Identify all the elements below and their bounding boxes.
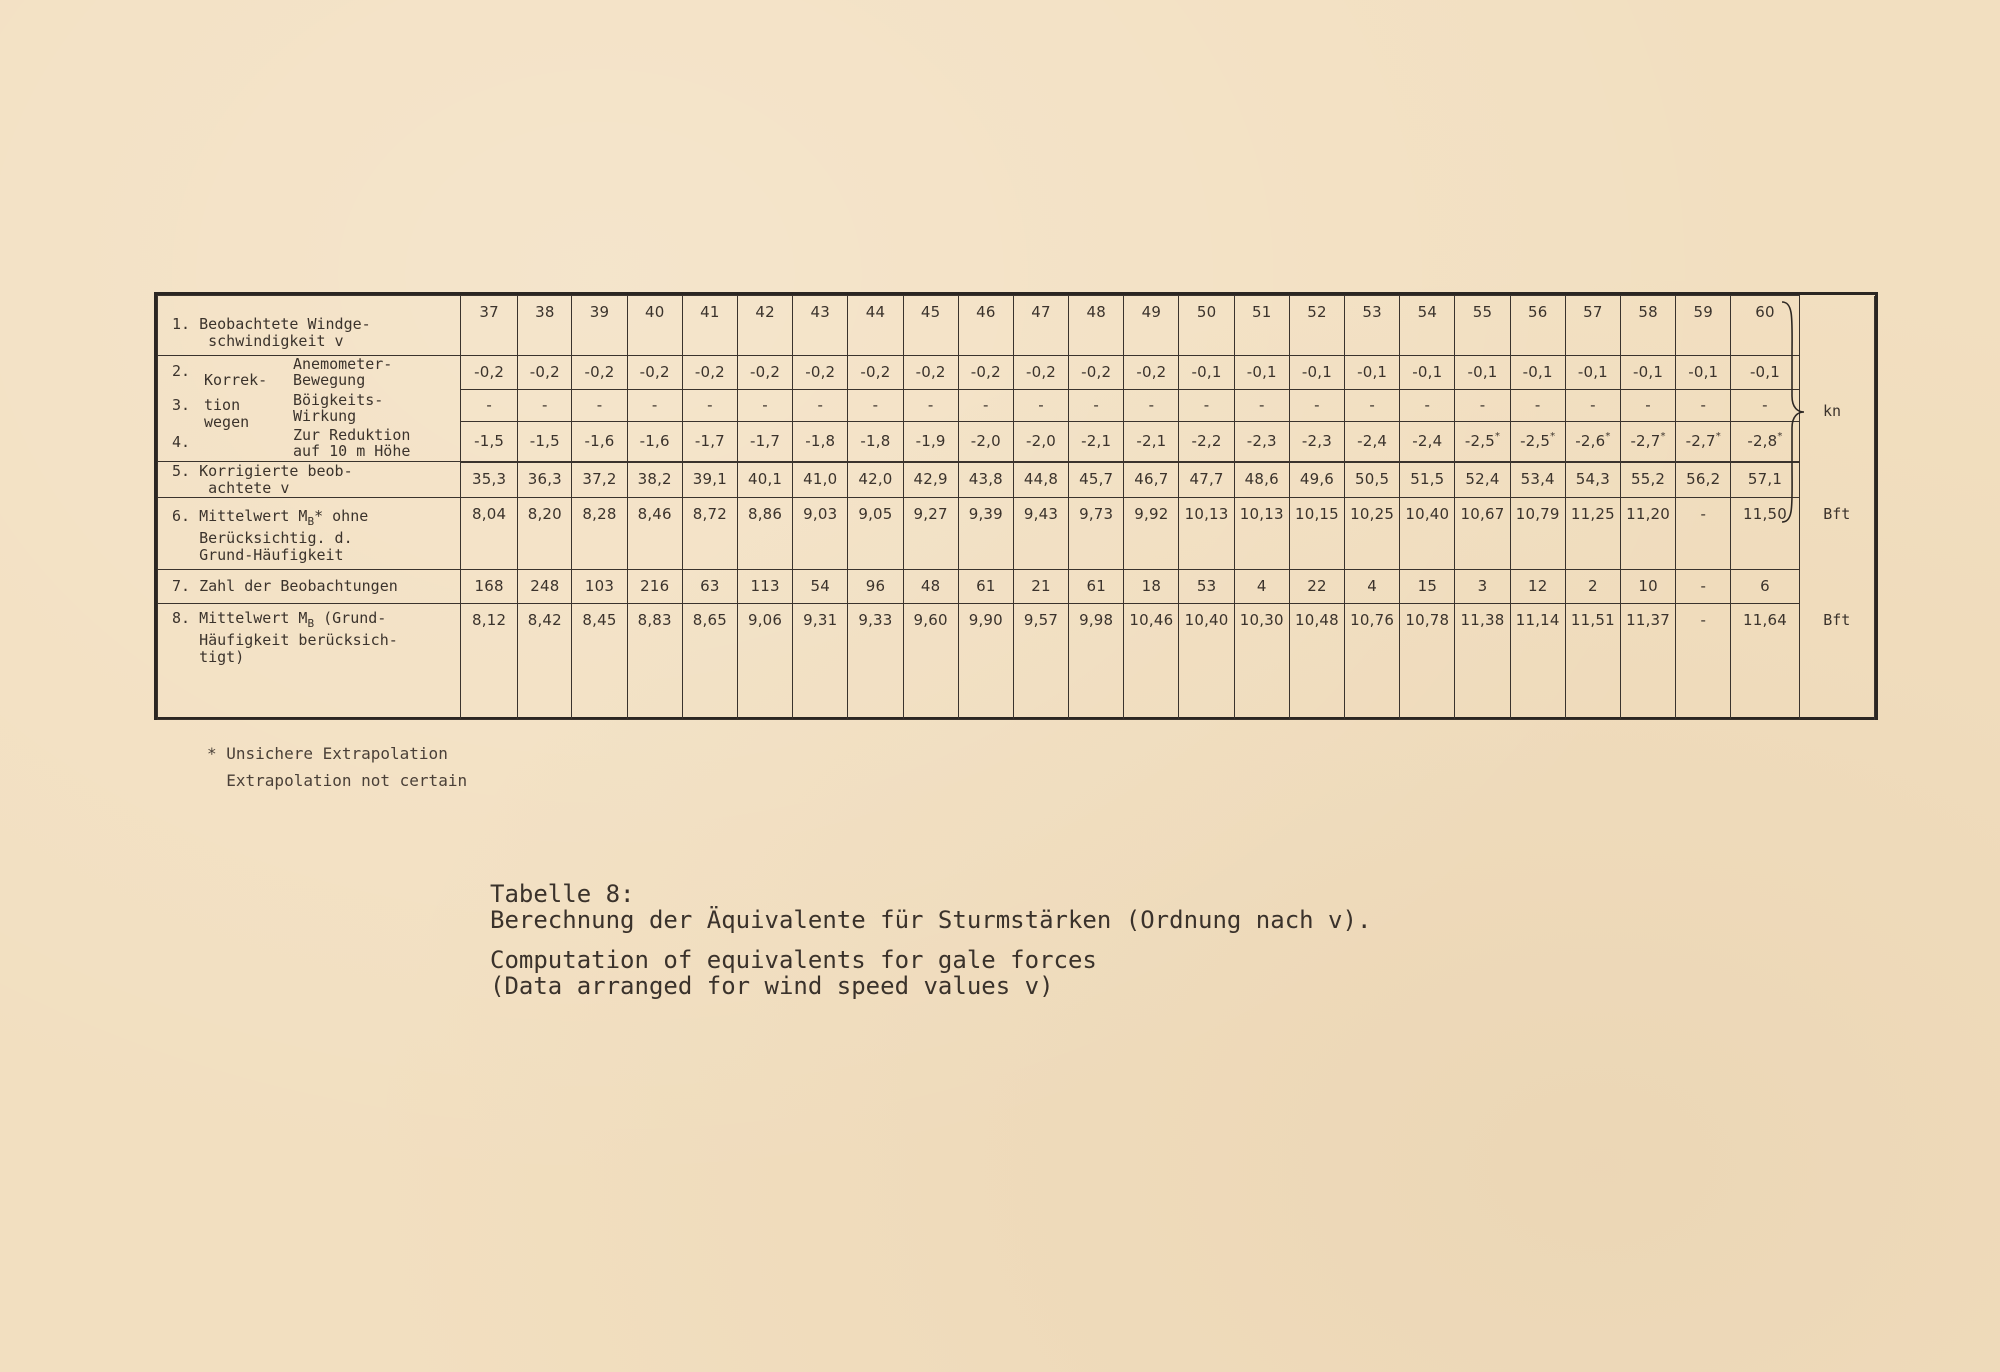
height-reduction-cell: -2,2 [1179, 422, 1234, 462]
corrected-speed-cell: 35,3 [461, 462, 518, 498]
observation-count-cell: 61 [1069, 570, 1124, 604]
mean-without-frequency-cell: 10,67 [1455, 498, 1510, 570]
corrected-speed-cell: 55,2 [1620, 462, 1675, 498]
mean-without-frequency-cell: 8,72 [682, 498, 737, 570]
equivalents-table [154, 292, 1878, 720]
observed-speed-cell: 43 [793, 296, 848, 356]
row-number-4: 4. [172, 433, 191, 451]
mean-with-frequency-cell: 8,83 [627, 604, 682, 720]
anemometer-correction-cell: -0,2 [627, 356, 682, 390]
anemometer-label: Anemometer- [293, 355, 393, 373]
corrected-speed-cell: 47,7 [1179, 462, 1234, 498]
observation-count-cell: 21 [1013, 570, 1068, 604]
observed-speed-cell: 37 [461, 296, 518, 356]
observation-count-cell: 6 [1731, 570, 1799, 604]
data-grid [157, 295, 1875, 720]
mean-with-frequency-cell: 8,45 [572, 604, 627, 720]
mean-without-frequency-cell: 9,43 [1013, 498, 1068, 570]
height-reduction-cell: -1,8 [848, 422, 903, 462]
gust-effect-cell: - [572, 390, 627, 422]
observation-count-cell: 103 [572, 570, 627, 604]
gust-effect-cell: - [1179, 390, 1234, 422]
corrected-speed-cell: 42,0 [848, 462, 903, 498]
uncertain-star-mark: * [1715, 430, 1721, 442]
height-reduction-cell: -2,0 [1013, 422, 1068, 462]
footnote-en: Extrapolation not certain [207, 771, 468, 790]
zur-reduktion-label: Zur Reduktion [293, 426, 411, 444]
mean-without-frequency-cell: 8,04 [461, 498, 518, 570]
uncertain-star-mark: * [1605, 430, 1611, 442]
observation-count-cell: 2 [1565, 570, 1620, 604]
observation-count-cell: 54 [793, 570, 848, 604]
height-reduction-cell: -2,7* [1620, 422, 1675, 462]
anemometer-correction-cell: -0,2 [737, 356, 792, 390]
row-label-mean-with-frequency: 8. Mittelwert $M_B$ (Grund- Häufigkeit berücksich- tigt) [158, 604, 461, 720]
observation-count-cell: 10 [1620, 570, 1675, 604]
observation-count-cell: 61 [958, 570, 1013, 604]
anemometer-correction-cell: -0,2 [1124, 356, 1179, 390]
mean-with-frequency-cell: 10,48 [1289, 604, 1344, 720]
mean-with-frequency-cell: 9,60 [903, 604, 958, 720]
height-reduction-cell: -1,7 [682, 422, 737, 462]
korrek-label: Korrek- [204, 371, 268, 389]
mean-with-frequency-cell: 9,31 [793, 604, 848, 720]
observed-speed-cell: 41 [682, 296, 737, 356]
unit-knots-label: kn [1823, 402, 1842, 420]
observation-count-cell: 48 [903, 570, 958, 604]
corrected-speed-cell: 45,7 [1069, 462, 1124, 498]
anemometer-correction-cell: -0,2 [572, 356, 627, 390]
gust-effect-cell: - [627, 390, 682, 422]
observation-count-cell: 3 [1455, 570, 1510, 604]
height-reduction-cell: -2,4 [1345, 422, 1400, 462]
observation-count-cell: 96 [848, 570, 903, 604]
height-reduction-cell: -1,7 [737, 422, 792, 462]
height-reduction-cell: -2,6* [1565, 422, 1620, 462]
gust-effect-cell: - [1400, 390, 1455, 422]
gust-effect-cell: - [1510, 390, 1565, 422]
wirkung-label: Wirkung [293, 407, 357, 425]
caption-english-2: (Data arranged for wind speed values v) [490, 972, 1054, 1000]
mean-without-frequency-cell: 9,03 [793, 498, 848, 570]
anemometer-correction-cell: -0,2 [903, 356, 958, 390]
mean-without-frequency-cell: 10,15 [1289, 498, 1344, 570]
corrected-speed-cell: 43,8 [958, 462, 1013, 498]
mean-without-frequency-cell: 11,50 [1731, 498, 1799, 570]
gust-effect-cell: - [461, 390, 518, 422]
mean-with-frequency-cell: 10,46 [1124, 604, 1179, 720]
height-reduction-cell: -2,0 [958, 422, 1013, 462]
mean-without-frequency-cell: 9,05 [848, 498, 903, 570]
corrected-speed-cell: 48,6 [1234, 462, 1289, 498]
observed-speed-cell: 44 [848, 296, 903, 356]
height-reduction-cell: -2,4 [1400, 422, 1455, 462]
corrected-speed-cell: 51,5 [1400, 462, 1455, 498]
corrected-speed-cell: 56,2 [1676, 462, 1731, 498]
observed-speed-cell: 38 [518, 296, 572, 356]
corrected-speed-cell: 38,2 [627, 462, 682, 498]
observed-speed-cell: 52 [1289, 296, 1344, 356]
anemometer-correction-cell: -0,1 [1731, 356, 1799, 390]
height-reduction-cell: -1,6 [572, 422, 627, 462]
mean-without-frequency-cell: 8,86 [737, 498, 792, 570]
anemometer-correction-cell: -0,1 [1289, 356, 1344, 390]
mean-with-frequency-cell: 9,06 [737, 604, 792, 720]
observed-speed-cell: 46 [958, 296, 1013, 356]
anemometer-correction-cell: -0,2 [461, 356, 518, 390]
height-reduction-cell: -2,3 [1234, 422, 1289, 462]
observed-speed-cell: 56 [1510, 296, 1565, 356]
observed-speed-cell: 48 [1069, 296, 1124, 356]
caption-english-1: Computation of equivalents for gale forces [490, 946, 1097, 974]
uncertain-star-mark: * [1494, 430, 1501, 442]
observed-speed-cell: 49 [1124, 296, 1179, 356]
gust-effect-cell: - [682, 390, 737, 422]
observed-speed-cell: 57 [1565, 296, 1620, 356]
mean-with-frequency-cell: - [1676, 604, 1731, 720]
anemometer-correction-cell: -0,1 [1565, 356, 1620, 390]
corrected-speed-cell: 42,9 [903, 462, 958, 498]
height-reduction-cell: -2,7* [1676, 422, 1731, 462]
anemometer-correction-cell: -0,2 [1069, 356, 1124, 390]
mean-with-frequency-cell: 10,40 [1179, 604, 1234, 720]
mean-with-frequency-cell: 9,98 [1069, 604, 1124, 720]
corrected-speed-cell: 46,7 [1124, 462, 1179, 498]
caption-german: Berechnung der Äquivalente für Sturmstärken (Ordnung nach v). [490, 906, 1372, 934]
observed-speed-cell: 55 [1455, 296, 1510, 356]
observation-count-cell: 53 [1179, 570, 1234, 604]
row-label-corrected-speed: 5. Korrigierte beob- achtete v [158, 462, 461, 498]
height-reduction-cell: -2,8* [1731, 422, 1799, 462]
mean-without-frequency-cell: 10,79 [1510, 498, 1565, 570]
observation-count-cell: 15 [1400, 570, 1455, 604]
anemometer-correction-cell: -0,1 [1676, 356, 1731, 390]
mean-with-frequency-cell: 9,57 [1013, 604, 1068, 720]
mean-without-frequency-cell: 10,25 [1345, 498, 1400, 570]
gust-effect-cell: - [1013, 390, 1068, 422]
mean-without-frequency-cell: 8,28 [572, 498, 627, 570]
row-label-observation-count: 7. Zahl der Beobachtungen [158, 570, 461, 604]
mean-with-frequency-cell: 11,38 [1455, 604, 1510, 720]
bewegung-label: Bewegung [293, 371, 366, 389]
gust-effect-cell: - [903, 390, 958, 422]
observed-speed-cell: 53 [1345, 296, 1400, 356]
uncertain-star-mark: * [1550, 430, 1556, 442]
boigkeits-label: Böigkeits- [293, 391, 384, 409]
observed-speed-cell: 47 [1013, 296, 1068, 356]
mean-with-frequency-cell: 10,30 [1234, 604, 1289, 720]
footnote-de: * Unsichere Extrapolation [207, 744, 448, 763]
height-reduction-cell: -1,9 [903, 422, 958, 462]
mean-without-frequency-cell: 9,39 [958, 498, 1013, 570]
gust-effect-cell: - [1455, 390, 1510, 422]
mean-with-frequency-cell: 9,90 [958, 604, 1013, 720]
height-reduction-cell: -2,5* [1455, 422, 1510, 462]
mean-without-frequency-cell: 9,27 [903, 498, 958, 570]
observed-speed-cell: 51 [1234, 296, 1289, 356]
anemometer-correction-cell: -0,1 [1234, 356, 1289, 390]
unit-cell-bft: Bft [1799, 498, 1874, 570]
anemometer-correction-cell: -0,2 [848, 356, 903, 390]
observation-count-cell: 22 [1289, 570, 1344, 604]
auf-10m-label: auf 10 m Höhe [293, 442, 411, 460]
uncertain-star-mark: * [1777, 430, 1783, 442]
caption-title: Tabelle 8: [490, 880, 635, 908]
corrected-speed-cell: 40,1 [737, 462, 792, 498]
height-reduction-cell: -2,3 [1289, 422, 1344, 462]
observed-speed-cell: 45 [903, 296, 958, 356]
corrected-speed-cell: 39,1 [682, 462, 737, 498]
corrected-speed-cell: 54,3 [1565, 462, 1620, 498]
row-number-3: 3. [172, 396, 191, 414]
mean-without-frequency-cell: - [1676, 498, 1731, 570]
height-reduction-cell: -2,1 [1069, 422, 1124, 462]
mean-with-frequency-cell: 10,76 [1345, 604, 1400, 720]
observation-count-cell: 248 [518, 570, 572, 604]
row-observed-wind-speed [158, 296, 1875, 356]
mean-with-frequency-cell: 9,33 [848, 604, 903, 720]
gust-effect-cell: - [1069, 390, 1124, 422]
observed-speed-cell: 39 [572, 296, 627, 356]
observed-speed-cell: 60 [1731, 296, 1799, 356]
corrected-speed-cell: 57,1 [1731, 462, 1799, 498]
row-mean-without-frequency [158, 498, 1875, 570]
gust-effect-cell: - [518, 390, 572, 422]
corrected-speed-cell: 53,4 [1510, 462, 1565, 498]
mean-without-frequency-cell: 11,25 [1565, 498, 1620, 570]
observed-speed-cell: 50 [1179, 296, 1234, 356]
mean-without-frequency-cell: 10,13 [1179, 498, 1234, 570]
observed-speed-cell: 59 [1676, 296, 1731, 356]
mean-without-frequency-cell: 11,20 [1620, 498, 1675, 570]
observed-speed-cell: 58 [1620, 296, 1675, 356]
gust-effect-cell: - [1676, 390, 1731, 422]
observed-speed-cell: 42 [737, 296, 792, 356]
mean-with-frequency-cell: 8,12 [461, 604, 518, 720]
right-brace-icon [1780, 300, 1806, 524]
anemometer-correction-cell: -0,1 [1345, 356, 1400, 390]
uncertain-star-mark: * [1660, 430, 1666, 442]
corrected-speed-cell: 49,6 [1289, 462, 1344, 498]
row-number-2: 2. [172, 362, 191, 380]
observation-count-cell: - [1676, 570, 1731, 604]
footnote [207, 740, 467, 794]
mean-with-frequency-cell: 8,42 [518, 604, 572, 720]
row-label-observed-wind-speed: 1. Beobachtete Windge- schwindigkeit v [158, 296, 461, 356]
row-mean-with-frequency [158, 604, 1875, 720]
mean-without-frequency-cell: 9,73 [1069, 498, 1124, 570]
table-caption [490, 881, 1371, 999]
anemometer-correction-cell: -0,1 [1510, 356, 1565, 390]
height-reduction-cell: -1,6 [627, 422, 682, 462]
mean-without-frequency-cell: 10,40 [1400, 498, 1455, 570]
gust-effect-cell: - [958, 390, 1013, 422]
gust-effect-cell: - [1731, 390, 1799, 422]
gust-effect-cell: - [793, 390, 848, 422]
corrected-speed-cell: 36,3 [518, 462, 572, 498]
gust-effect-cell: - [1124, 390, 1179, 422]
unit-cell-empty [1799, 296, 1874, 498]
mean-with-frequency-cell: 11,14 [1510, 604, 1565, 720]
observation-count-cell: 63 [682, 570, 737, 604]
row-label-mean-without-frequency: 6. Mittelwert $M_B*$ ohne Berücksichtig. d. Grund-Häufigkeit [158, 498, 461, 570]
height-reduction-cell: -1,5 [518, 422, 572, 462]
mean-with-frequency-cell: 10,78 [1400, 604, 1455, 720]
anemometer-correction-cell: -0,2 [518, 356, 572, 390]
observation-count-cell: 113 [737, 570, 792, 604]
observation-count-cell: 4 [1234, 570, 1289, 604]
height-reduction-cell: -2,1 [1124, 422, 1179, 462]
mean-with-frequency-cell: 11,64 [1731, 604, 1799, 720]
corrected-speed-cell: 52,4 [1455, 462, 1510, 498]
gust-effect-cell: - [1234, 390, 1289, 422]
mean-without-frequency-cell: 9,92 [1124, 498, 1179, 570]
anemometer-correction-cell: -0,1 [1455, 356, 1510, 390]
observed-speed-cell: 54 [1400, 296, 1455, 356]
mean-without-frequency-cell: 8,46 [627, 498, 682, 570]
anemometer-correction-cell: -0,1 [1400, 356, 1455, 390]
anemometer-correction-cell: -0,2 [682, 356, 737, 390]
corrected-speed-cell: 50,5 [1345, 462, 1400, 498]
observation-count-cell: 216 [627, 570, 682, 604]
gust-effect-cell: - [1345, 390, 1400, 422]
mean-with-frequency-cell: 8,65 [682, 604, 737, 720]
observation-count-cell: 18 [1124, 570, 1179, 604]
tion-label: tion [204, 396, 241, 414]
corrected-speed-cell: 41,0 [793, 462, 848, 498]
row-anemometer-correction [158, 356, 1875, 390]
corrected-speed-cell: 44,8 [1013, 462, 1068, 498]
anemometer-correction-cell: -0,1 [1620, 356, 1675, 390]
anemometer-correction-cell: -0,2 [1013, 356, 1068, 390]
mean-with-frequency-cell: 11,51 [1565, 604, 1620, 720]
height-reduction-cell: -1,8 [793, 422, 848, 462]
anemometer-correction-cell: -0,2 [793, 356, 848, 390]
mean-with-frequency-cell: 11,37 [1620, 604, 1675, 720]
row-observation-count [158, 570, 1875, 604]
mean-without-frequency-cell: 10,13 [1234, 498, 1289, 570]
gust-effect-cell: - [1565, 390, 1620, 422]
height-reduction-cell: -2,5* [1510, 422, 1565, 462]
anemometer-correction-cell: -0,1 [1179, 356, 1234, 390]
gust-effect-cell: - [1289, 390, 1344, 422]
anemometer-correction-cell: -0,2 [958, 356, 1013, 390]
observation-count-cell: 12 [1510, 570, 1565, 604]
wegen-label: wegen [204, 413, 250, 431]
observation-count-cell: 168 [461, 570, 518, 604]
observation-count-cell: 4 [1345, 570, 1400, 604]
observed-speed-cell: 40 [627, 296, 682, 356]
row-corrected-speed [158, 462, 1875, 498]
gust-effect-cell: - [1620, 390, 1675, 422]
unit-cell-empty [1799, 570, 1874, 604]
gust-effect-cell: - [848, 390, 903, 422]
mean-without-frequency-cell: 8,20 [518, 498, 572, 570]
height-reduction-cell: -1,5 [461, 422, 518, 462]
unit-cell-bft: Bft [1799, 604, 1874, 720]
corrected-speed-cell: 37,2 [572, 462, 627, 498]
correction-group-label [158, 356, 461, 462]
gust-effect-cell: - [737, 390, 792, 422]
